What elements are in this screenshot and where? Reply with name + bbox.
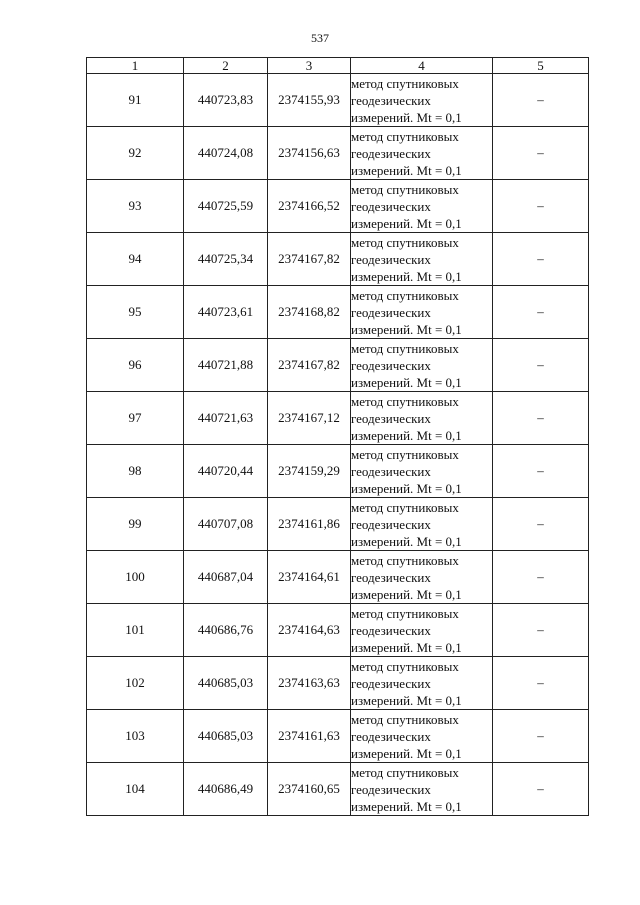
method-line: метод спутниковых <box>351 340 459 356</box>
method-cell <box>351 339 493 392</box>
y-coordinate-cell: 2374164,63 <box>268 604 351 657</box>
table-row <box>87 286 589 339</box>
y-coordinate-cell: 2374163,63 <box>268 657 351 710</box>
method-line: метод спутниковых <box>351 764 459 780</box>
method-line: измерений. Mt = 0,1 <box>351 268 462 284</box>
method-line: геодезических <box>351 145 431 161</box>
x-coordinate-cell: 440725,59 <box>184 180 268 233</box>
method-line: метод спутниковых <box>351 658 459 674</box>
method-line: геодезических <box>351 251 431 267</box>
method-line: геодезических <box>351 463 431 479</box>
point-number-cell: 96 <box>87 339 184 392</box>
method-cell <box>351 763 493 816</box>
point-number-cell: 97 <box>87 392 184 445</box>
method-line: измерений. Mt = 0,1 <box>351 321 462 337</box>
x-coordinate-cell: 440723,83 <box>184 74 268 127</box>
point-number-cell: 103 <box>87 710 184 763</box>
x-coordinate-cell: 440720,44 <box>184 445 268 498</box>
description-cell: – <box>493 551 589 604</box>
point-number-cell: 92 <box>87 127 184 180</box>
method-cell <box>351 604 493 657</box>
point-number-cell: 102 <box>87 657 184 710</box>
method-cell <box>351 657 493 710</box>
method-line: метод спутниковых <box>351 287 459 303</box>
point-number-cell: 93 <box>87 180 184 233</box>
point-number-cell: 100 <box>87 551 184 604</box>
description-cell: – <box>493 286 589 339</box>
table-row <box>87 233 589 286</box>
y-coordinate-cell: 2374166,52 <box>268 180 351 233</box>
x-coordinate-cell: 440725,34 <box>184 233 268 286</box>
x-coordinate-cell: 440723,61 <box>184 286 268 339</box>
method-line: измерений. Mt = 0,1 <box>351 162 462 178</box>
y-coordinate-cell: 2374167,82 <box>268 233 351 286</box>
table-row <box>87 339 589 392</box>
method-line: геодезических <box>351 728 431 744</box>
method-cell <box>351 74 493 127</box>
method-line: измерений. Mt = 0,1 <box>351 745 462 761</box>
y-coordinate-cell: 2374161,86 <box>268 498 351 551</box>
y-coordinate-cell: 2374160,65 <box>268 763 351 816</box>
point-number-cell: 99 <box>87 498 184 551</box>
method-line: геодезических <box>351 304 431 320</box>
method-line: метод спутниковых <box>351 605 459 621</box>
method-line: измерений. Mt = 0,1 <box>351 586 462 602</box>
point-number-cell: 91 <box>87 74 184 127</box>
description-cell: – <box>493 339 589 392</box>
method-line: измерений. Mt = 0,1 <box>351 109 462 125</box>
table-row <box>87 604 589 657</box>
method-line: измерений. Mt = 0,1 <box>351 692 462 708</box>
header-col-4: 4 <box>351 58 493 74</box>
method-cell <box>351 127 493 180</box>
table-row <box>87 657 589 710</box>
description-cell: – <box>493 180 589 233</box>
table-row <box>87 551 589 604</box>
method-line: геодезических <box>351 675 431 691</box>
method-line: измерений. Mt = 0,1 <box>351 639 462 655</box>
method-line: геодезических <box>351 357 431 373</box>
x-coordinate-cell: 440707,08 <box>184 498 268 551</box>
header-row <box>87 58 589 74</box>
table-row <box>87 74 589 127</box>
method-cell <box>351 498 493 551</box>
description-cell: – <box>493 445 589 498</box>
coordinates-table <box>86 57 589 816</box>
y-coordinate-cell: 2374155,93 <box>268 74 351 127</box>
description-cell: – <box>493 604 589 657</box>
table-row <box>87 498 589 551</box>
table-row <box>87 127 589 180</box>
header-col-1: 1 <box>87 58 184 74</box>
x-coordinate-cell: 440686,76 <box>184 604 268 657</box>
point-number-cell: 101 <box>87 604 184 657</box>
table-header <box>87 58 589 74</box>
method-line: метод спутниковых <box>351 446 459 462</box>
method-line: метод спутниковых <box>351 75 459 91</box>
y-coordinate-cell: 2374164,61 <box>268 551 351 604</box>
x-coordinate-cell: 440721,63 <box>184 392 268 445</box>
method-line: измерений. Mt = 0,1 <box>351 374 462 390</box>
method-cell <box>351 710 493 763</box>
x-coordinate-cell: 440724,08 <box>184 127 268 180</box>
method-cell <box>351 445 493 498</box>
method-line: метод спутниковых <box>351 499 459 515</box>
method-cell <box>351 233 493 286</box>
method-line: метод спутниковых <box>351 181 459 197</box>
point-number-cell: 95 <box>87 286 184 339</box>
description-cell: – <box>493 657 589 710</box>
method-cell <box>351 180 493 233</box>
method-cell <box>351 392 493 445</box>
table-row <box>87 445 589 498</box>
table-row <box>87 763 589 816</box>
description-cell: – <box>493 392 589 445</box>
method-line: измерений. Mt = 0,1 <box>351 427 462 443</box>
y-coordinate-cell: 2374167,12 <box>268 392 351 445</box>
x-coordinate-cell: 440686,49 <box>184 763 268 816</box>
y-coordinate-cell: 2374168,82 <box>268 286 351 339</box>
method-cell <box>351 286 493 339</box>
method-line: метод спутниковых <box>351 552 459 568</box>
description-cell: – <box>493 127 589 180</box>
description-cell: – <box>493 498 589 551</box>
header-col-3: 3 <box>268 58 351 74</box>
x-coordinate-cell: 440721,88 <box>184 339 268 392</box>
method-line: метод спутниковых <box>351 234 459 250</box>
description-cell: – <box>493 710 589 763</box>
method-line: геодезических <box>351 92 431 108</box>
method-line: геодезических <box>351 781 431 797</box>
table-row <box>87 710 589 763</box>
page-number: 537 <box>311 31 329 45</box>
x-coordinate-cell: 440685,03 <box>184 710 268 763</box>
header-col-2: 2 <box>184 58 268 74</box>
method-line: геодезических <box>351 622 431 638</box>
header-col-5: 5 <box>493 58 589 74</box>
method-line: измерений. Mt = 0,1 <box>351 215 462 231</box>
point-number-cell: 98 <box>87 445 184 498</box>
x-coordinate-cell: 440685,03 <box>184 657 268 710</box>
method-line: метод спутниковых <box>351 128 459 144</box>
description-cell: – <box>493 763 589 816</box>
method-line: измерений. Mt = 0,1 <box>351 480 462 496</box>
point-number-cell: 104 <box>87 763 184 816</box>
point-number-cell: 94 <box>87 233 184 286</box>
method-line: геодезических <box>351 569 431 585</box>
method-line: метод спутниковых <box>351 711 459 727</box>
description-cell: – <box>493 74 589 127</box>
y-coordinate-cell: 2374161,63 <box>268 710 351 763</box>
table-row <box>87 180 589 233</box>
method-line: метод спутниковых <box>351 393 459 409</box>
table-body <box>87 74 589 816</box>
x-coordinate-cell: 440687,04 <box>184 551 268 604</box>
method-line: измерений. Mt = 0,1 <box>351 798 462 814</box>
method-line: измерений. Mt = 0,1 <box>351 533 462 549</box>
description-cell: – <box>493 233 589 286</box>
method-cell <box>351 551 493 604</box>
y-coordinate-cell: 2374159,29 <box>268 445 351 498</box>
method-line: геодезических <box>351 516 431 532</box>
method-line: геодезических <box>351 198 431 214</box>
y-coordinate-cell: 2374156,63 <box>268 127 351 180</box>
table-row <box>87 392 589 445</box>
y-coordinate-cell: 2374167,82 <box>268 339 351 392</box>
method-line: геодезических <box>351 410 431 426</box>
